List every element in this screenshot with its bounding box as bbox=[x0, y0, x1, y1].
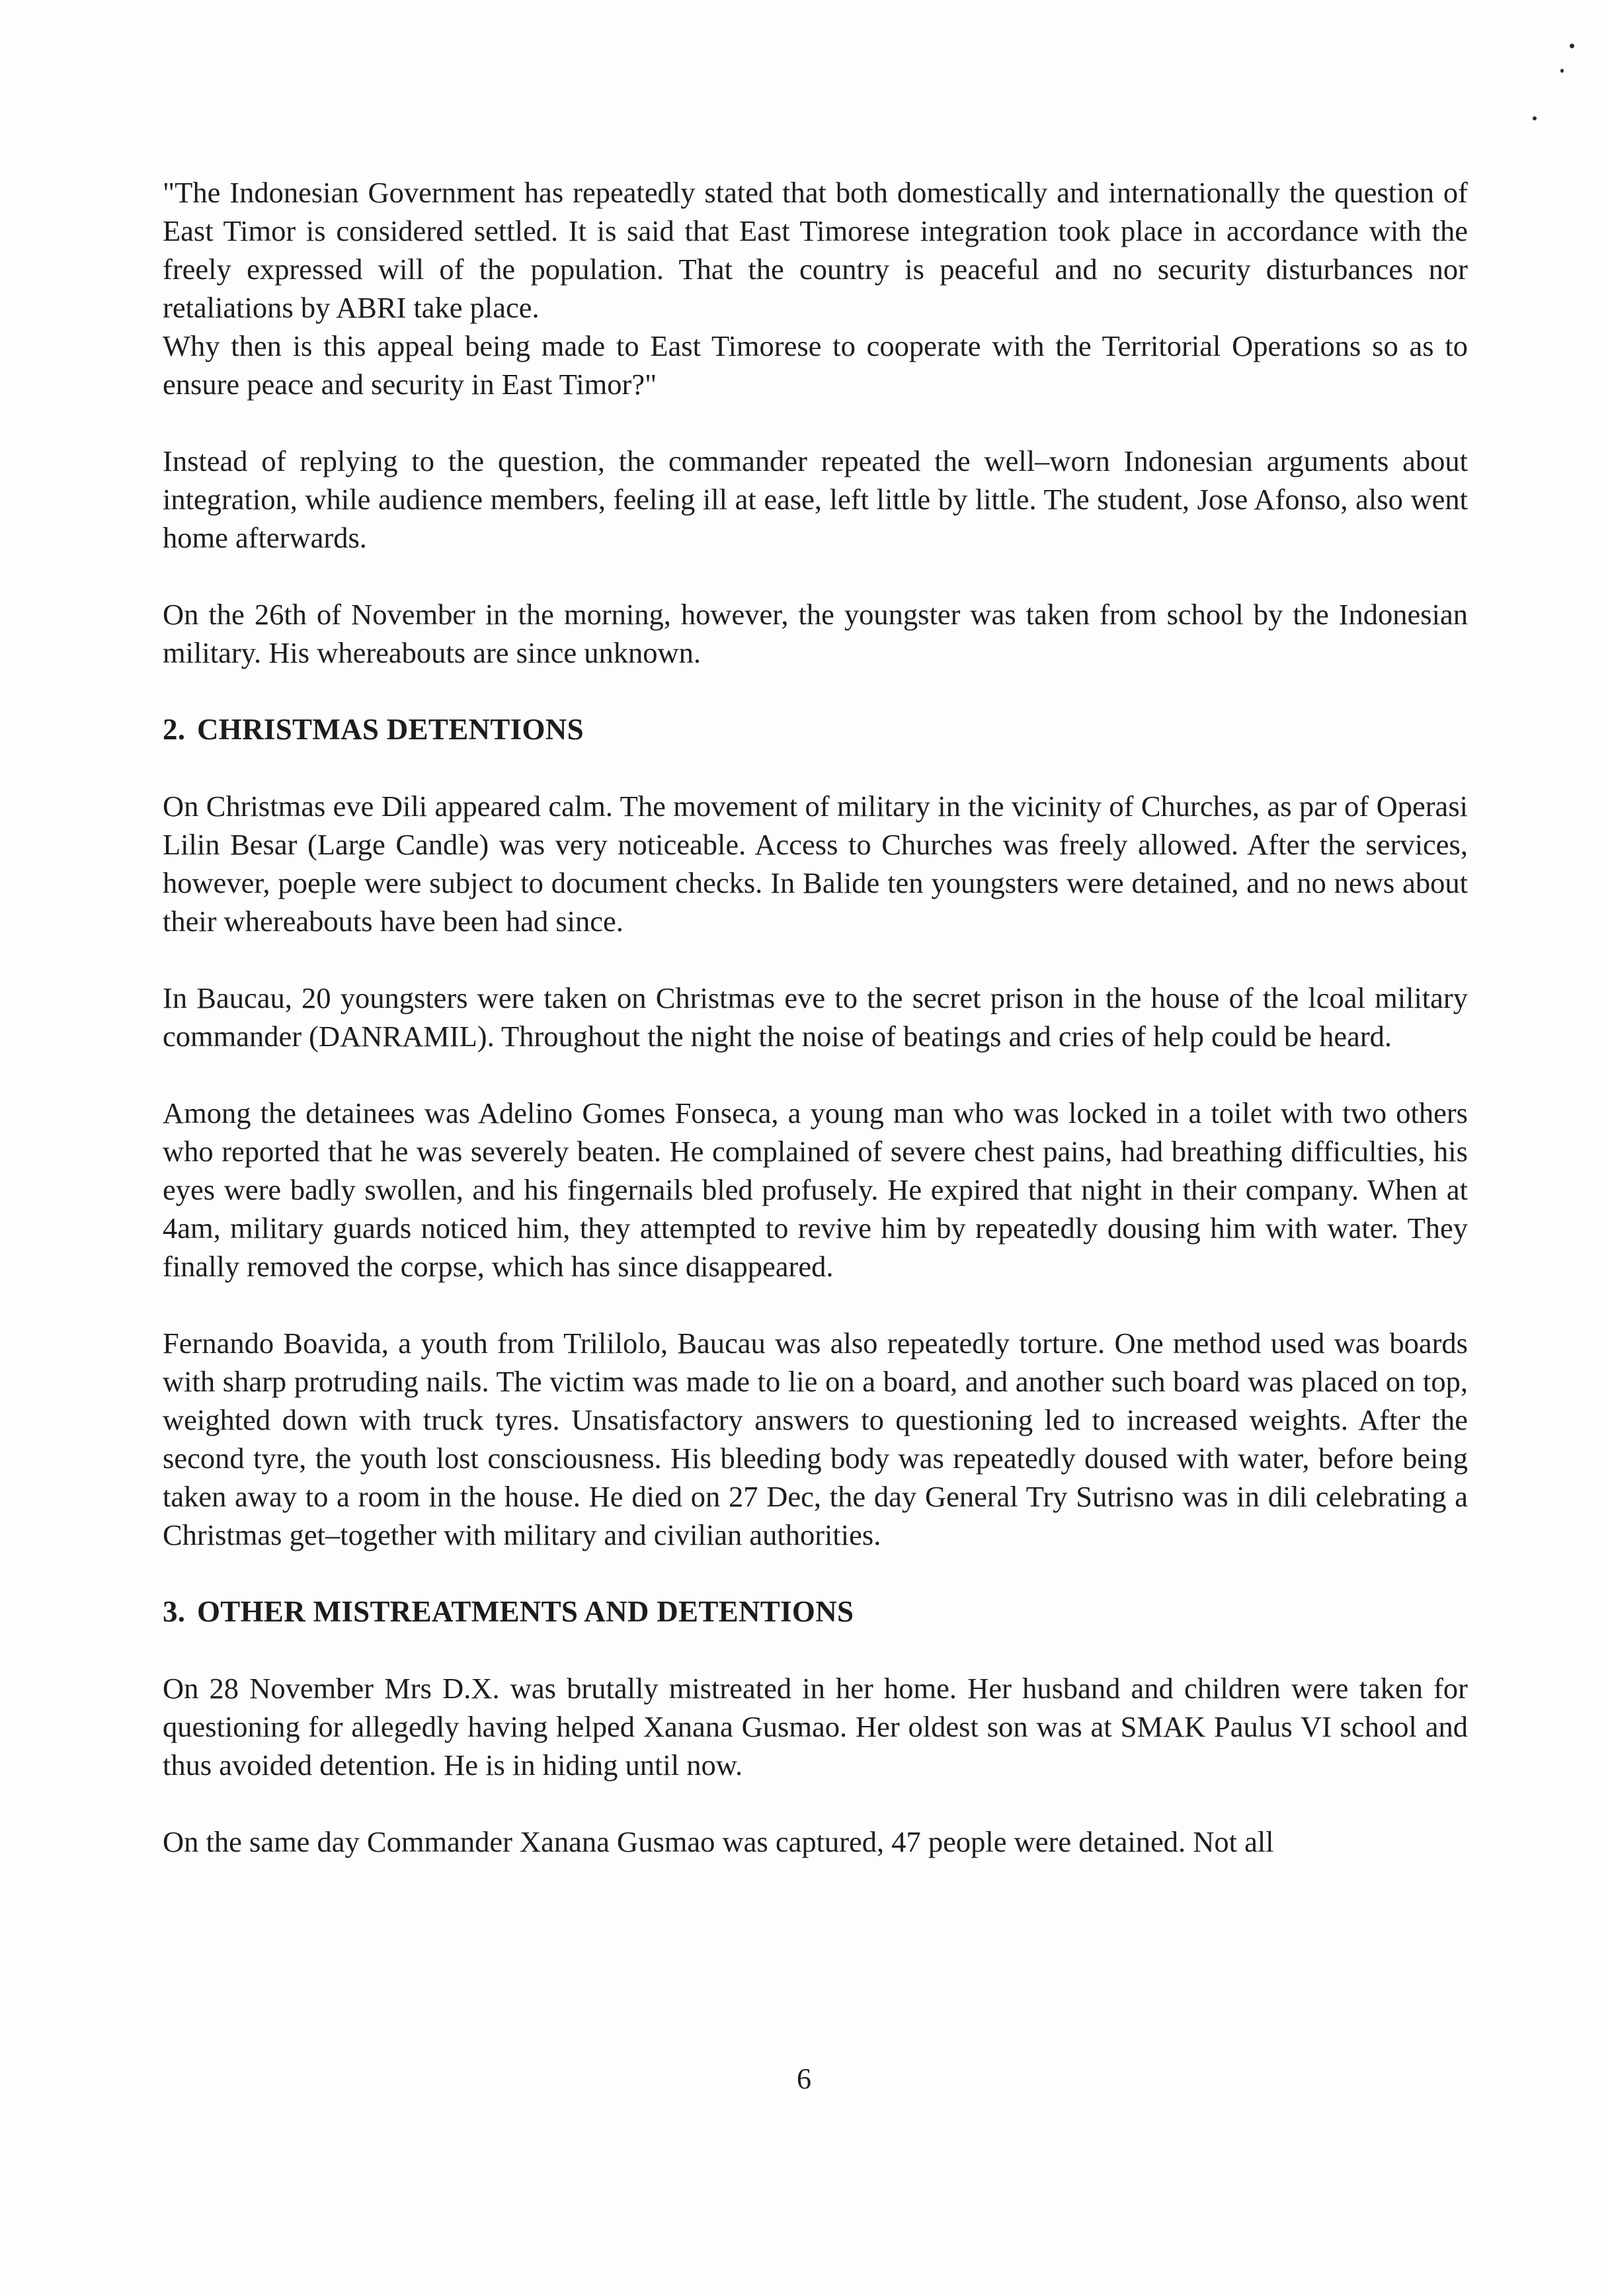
section-number: 2. bbox=[163, 713, 186, 746]
scan-speck bbox=[1533, 116, 1537, 120]
section-heading-other-mistreatments bbox=[163, 1592, 1468, 1631]
page-number: 6 bbox=[797, 2063, 811, 2095]
section-number: 3. bbox=[163, 1595, 186, 1628]
body-paragraph: On 28 November Mrs D.X. was brutally mistreated in her home. Her husband and children were taken for questioning for allegedly having helped Xanana Gusmao. Her oldest son was at SMAK Paulus VI school and thus avoided detention. He is in hiding until now. bbox=[163, 1672, 1468, 1782]
body-paragraph: Among the detainees was Adelino Gomes Fonseca, a young man who was locked in a toilet with two others who reported that he was severely beaten. He complained of severe chest pains, had breathing difficulties, his eyes were badly swollen, and his fingernails bled profusely. He expired that night in their company. When at 4am, military guards noticed him, they attempted to revive him by repeatedly dousing him with water. They finally removed the corpse, which has since disappeared. bbox=[163, 1096, 1468, 1283]
quote-paragraph-2: Why then is this appeal being made to East Timorese to cooperate with the Territorial Operations so as to ensure peace and security in East Timor?" bbox=[163, 329, 1468, 401]
body-paragraph: In Baucau, 20 youngsters were taken on Christmas eve to the secret prison in the house of the lcoal military commander (DANRAMIL). Throughout the night the noise of beatings and cries of help could be heard. bbox=[163, 981, 1468, 1053]
body-paragraph: On the same day Commander Xanana Gusmao was captured, 47 people were detained. Not all bbox=[163, 1825, 1274, 1858]
body-paragraph: On Christmas eve Dili appeared calm. The movement of military in the vicinity of Churches, as par of Operasi Lilin Besar (Large Candle) was very noticeable. Access to Churches was freely allowed. After the services, however, poeple were subject to document checks. In Balide ten youngsters were detained, and no news about their whereabouts have been had since. bbox=[163, 790, 1468, 938]
document-body bbox=[163, 173, 1468, 1899]
section-heading-christmas-detentions bbox=[163, 710, 1468, 749]
body-paragraph: Instead of replying to the question, the commander repeated the well–worn Indonesian arguments about integration, while audience members, feeling ill at ease, left little by little. The student, Jose Afonso, also went home afterwards. bbox=[163, 444, 1468, 554]
body-paragraph: On the 26th of November in the morning, however, the youngster was taken from school by the Indonesian military. His whereabouts are since unknown. bbox=[163, 598, 1468, 669]
section-title: OTHER MISTREATMENTS AND DETENTIONS bbox=[197, 1595, 854, 1628]
scan-speck bbox=[1570, 44, 1574, 48]
scan-speck bbox=[1560, 69, 1564, 73]
quote-paragraph-1: "The Indonesian Government has repeatedly stated that both domestically and internationally the question of East Timor is considered settled. It is said that East Timorese integration took place in accordance with the freely expressed will of the population. That the country is peaceful and no security disturbances nor retaliations by ABRI take place. bbox=[163, 176, 1468, 324]
section-title: CHRISTMAS DETENTIONS bbox=[197, 713, 584, 746]
body-paragraph: Fernando Boavida, a youth from Trililolo, Baucau was also repeatedly torture. One method used was boards with sharp protruding nails. The victim was made to lie on a board, and another such board was placed on top, weighted down with truck tyres. Unsatisfactory answers to questioning led to increased weights. After the second tyre, the youth lost consciousness. His bleeding body was repeatedly doused with water, before being taken away to a room in the house. He died on 27 Dec, the day General Try Sutrisno was in dili celebrating a Christmas get–together with military and civilian authorities. bbox=[163, 1327, 1468, 1551]
